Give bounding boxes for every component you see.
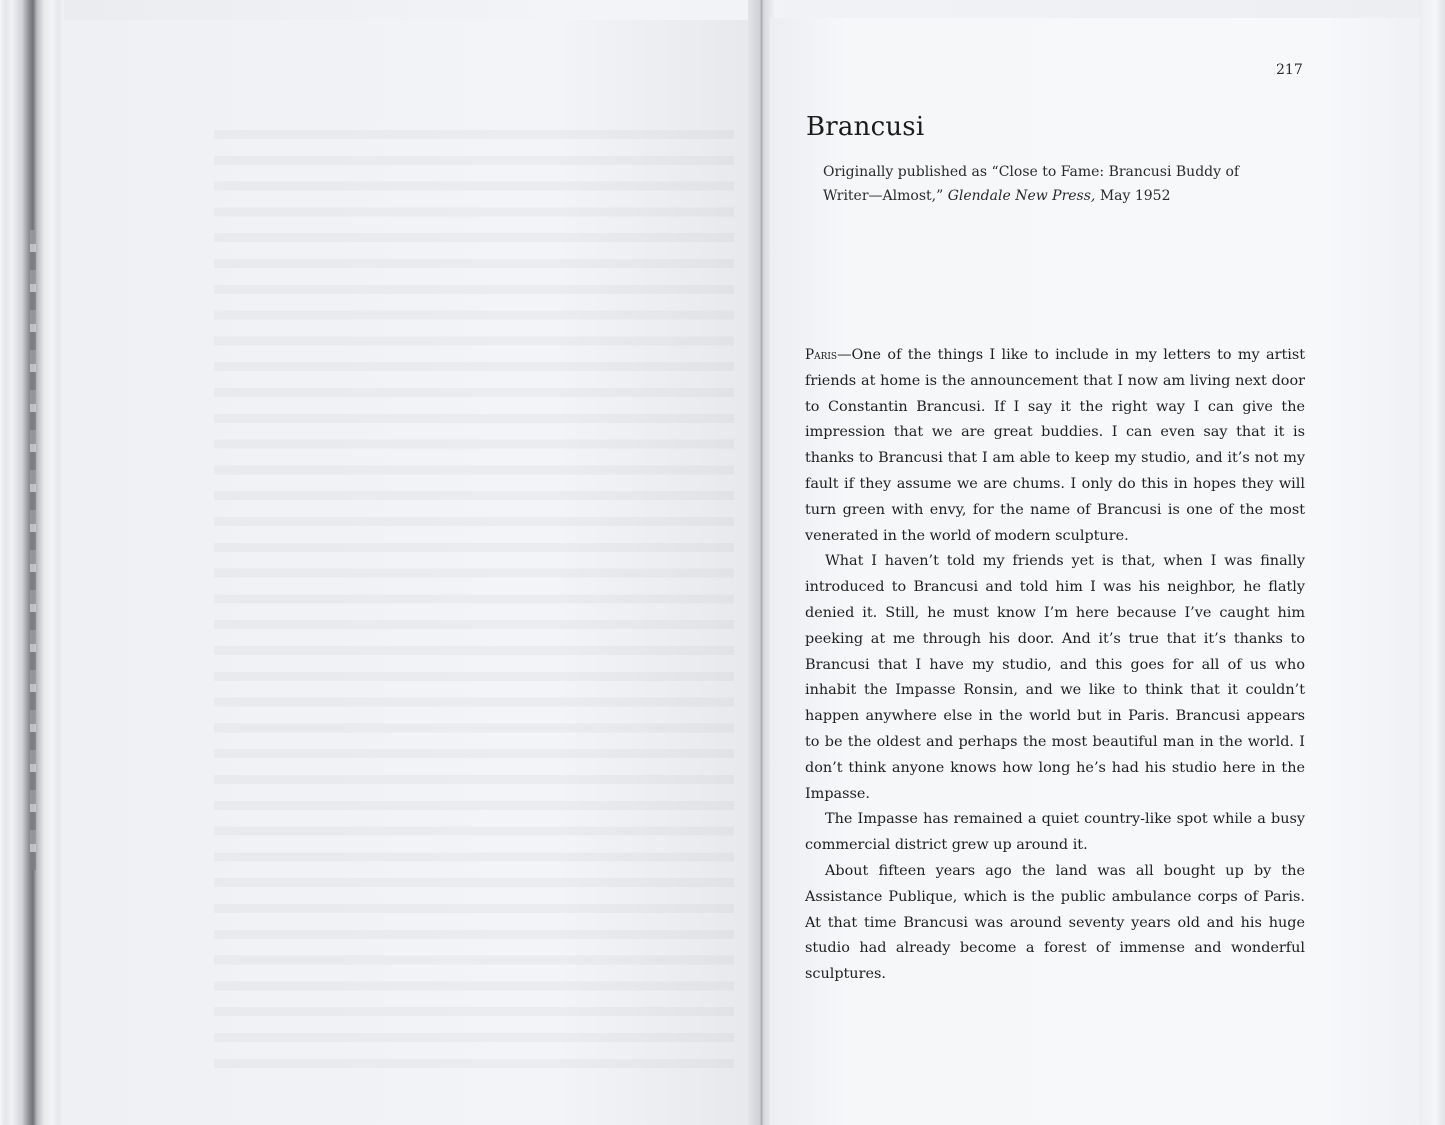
stacked-page-edges [0, 0, 64, 1125]
paragraph [805, 343, 1305, 549]
paragraph: What I haven’t told my friends yet is that, when I was finally introduced to Brancusi and told him I was his neighbor, he flatly denied it. Still, he must know I’m here because I’ve caught him peeking at me through his door. And it’s true that it’s thanks to Brancusi that I have my studio, and this goes for all of us who inhabit the Impasse Ronsin, and we like to think that it couldn’t happen anywhere else in the world but in Paris. Brancusi appears to be the oldest and perhaps the most beautiful man in the world. I don’t think anyone knows how long he’s had his studio here in the Impasse. [805, 553, 1305, 802]
publication-note-prefix: Originally published as “Close to Fame: Brancusi Buddy of Writer—Almost,” [823, 164, 1240, 204]
publication-date: May 1952 [1095, 188, 1171, 204]
dateline: Paris [805, 347, 838, 363]
left-page [64, 20, 760, 1125]
show-through-text [214, 130, 734, 1070]
page-number: 217 [1276, 62, 1303, 78]
right-page-edge [1420, 0, 1445, 1125]
chapter-title: Brancusi [806, 112, 925, 142]
paragraph: About fifteen years ago the land was all bought up by the Assistance Publique, which is the public ambulance corps of Paris. At that time Brancusi was around seventy years old and his huge studio had already become a forest of immense and wonderful sculptures. [805, 862, 1305, 983]
paragraph: The Impasse has remained a quiet country-like spot while a busy commercial district grew up around it. [805, 811, 1305, 854]
publication-note [823, 160, 1243, 208]
publication-name: Glendale New Press, [947, 188, 1096, 204]
body-text [805, 343, 1305, 988]
paragraph-text: —One of the things I like to include in my letters to my artist friends at home is the announcement that I now am living next door to Constantin Brancusi. If I say it the right way I can give the impression that we are great buddies. I can even say that it is thanks to Brancusi that I am able to keep my studio, and it’s not my fault if they assume we are chums. I only do this in hopes they will turn green with envy, for the name of Brancusi is one of the most venerated in the world of modern sculpture. [805, 347, 1305, 544]
